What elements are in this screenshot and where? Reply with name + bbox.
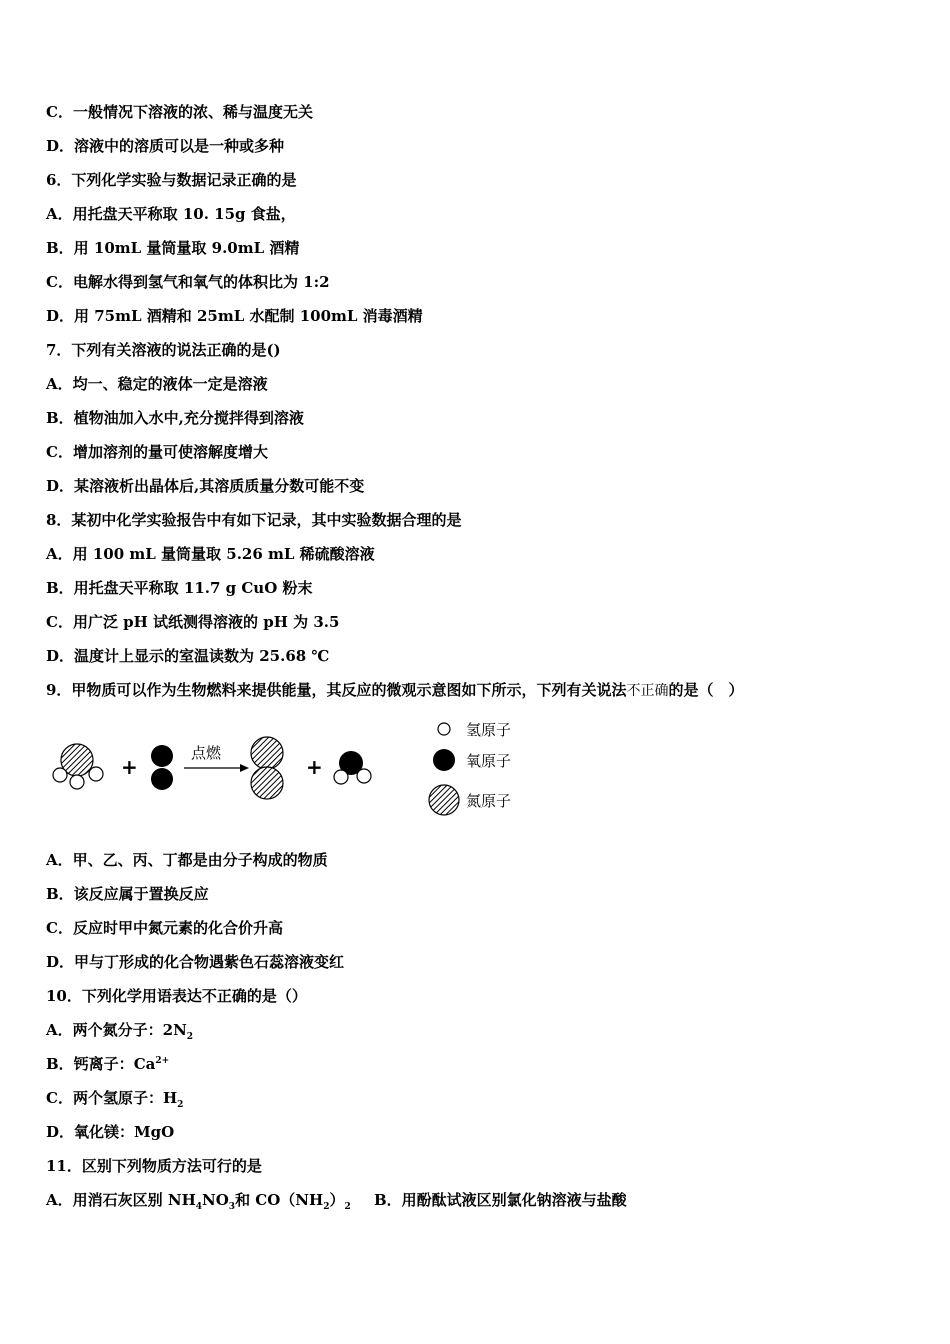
q9-option-d: D．甲与丁形成的化合物遇紫色石蕊溶液变红 [46,953,345,971]
text-line: D．某溶液析出晶体后,其溶质质量分数可能不变 [46,477,365,495]
text-line: A．均一、稳定的液体一定是溶液 [46,375,268,393]
oxygen-atom [151,768,173,790]
reactant-jia-molecule [53,744,103,789]
q10-option-a [46,1020,193,1040]
q11-option-a [46,1191,351,1212]
question-9-stem [46,680,743,701]
q10-option-c [46,1088,183,1108]
text-line: A．用托盘天平称取 10. 15g 食盐， [46,205,296,223]
q11-a-text: NO [202,1191,229,1209]
text-line: B．植物油加入水中,充分搅拌得到溶液 [46,409,304,427]
q9-option-a: A．甲、乙、丙、丁都是由分子构成的物质 [46,851,328,869]
legend-nitrogen-label: 氮原子 [466,792,512,810]
q9-stem-part: 9．甲物质可以作为生物燃料来提供能量，其反应的微观示意图如下所示，下列有关说法 [46,681,627,699]
hydrogen-atom [70,775,84,789]
text-line: 8．某初中化学实验报告中有如下记录，其中实验数据合理的是 [46,511,462,529]
hydrogen-atom [89,767,103,781]
q10-a-label: A．两个氮分子： [46,1021,163,1039]
q11-option-b: B．用酚酞试液区别氯化钠溶液与盐酸 [373,1191,627,1209]
text-line: D．用 75mL 酒精和 25mL 水配制 100mL 消毒酒精 [46,307,423,325]
legend-hydrogen-label: 氢原子 [466,721,512,739]
nitrogen-atom [251,737,283,769]
q10-option-d: D．氧化镁：MgO [46,1123,175,1141]
question-10-stem: 10．下列化学用语表达不正确的是（） [46,987,307,1005]
text-line: D．溶液中的溶质可以是一种或多种 [46,137,285,155]
text-line: 7．下列有关溶液的说法正确的是() [46,341,281,359]
q9-stem-end: 的是（ ） [668,681,744,699]
q10-c-formula: H [162,1089,178,1107]
text-line: C．电解水得到氢气和氧气的体积比为 1:2 [46,273,330,291]
product-ding-molecule [334,751,371,784]
legend-oxygen-label: 氧原子 [466,752,512,770]
q10-b-label: B．钙离子： [46,1055,134,1073]
q11-a-text: ） [329,1191,345,1209]
legend-nitrogen-swatch [429,785,459,815]
legend-oxygen-swatch [433,749,455,771]
q11-options-row [46,1190,627,1210]
q10-c-subscript: 2 [177,1100,184,1110]
q9-option-b: B．该反应属于置换反应 [46,885,209,903]
hydrogen-atom [357,769,371,783]
legend [429,721,511,815]
legend-hydrogen-swatch [438,723,450,735]
nitrogen-atom [251,767,283,799]
text-line: 6．下列化学实验与数据记录正确的是 [46,171,297,189]
q11-a-text: A．用消石灰区别 NH [46,1191,196,1209]
reactant-yi-molecule [151,745,173,790]
q9-stem-emphasis: 不正确 [626,683,669,699]
text-line: C．用广泛 pH 试纸测得溶液的 pH 为 3.5 [46,613,340,631]
q10-c-label: C．两个氢原子： [46,1089,163,1107]
text-line: C．一般情况下溶液的浓、稀与温度无关 [46,103,313,121]
q10-a-subscript: 2 [186,1032,194,1042]
q10-b-formula: Ca [133,1055,156,1073]
q9-option-c: C．反应时甲中氮元素的化合价升高 [46,919,283,937]
q10-a-formula: 2N [162,1021,187,1039]
text-line: B．用托盘天平称取 11.7 g CuO 粉末 [46,579,313,597]
product-bing-molecule [251,737,283,799]
q11-a-sub: 4 [195,1202,203,1212]
text-line: B．用 10mL 量筒量取 9.0mL 酒精 [46,239,300,257]
plus-sign: + [306,755,323,779]
reaction-diagram [44,718,544,828]
q11-a-text: 和 CO（NH [235,1191,324,1209]
text-line: C．增加溶剂的量可使溶解度增大 [46,443,268,461]
plus-sign: + [121,755,138,779]
q11-a-sub: 3 [228,1202,236,1212]
reaction-condition: 点燃 [191,744,222,762]
arrow-head-icon [240,764,249,772]
hydrogen-atom [53,768,67,782]
question-11-stem: 11．区别下列物质方法可行的是 [46,1157,262,1175]
text-line: D．温度计上显示的室温读数为 25.68 ℃ [46,647,330,665]
q10-option-b [46,1054,169,1074]
text-line: A．用 100 mL 量筒量取 5.26 mL 稀硫酸溶液 [46,545,375,563]
q11-a-sub: 2 [323,1202,330,1212]
q11-a-sub: 2 [344,1202,351,1212]
hydrogen-atom [334,770,348,784]
q10-b-superscript: 2+ [155,1056,170,1066]
oxygen-atom [151,745,173,767]
